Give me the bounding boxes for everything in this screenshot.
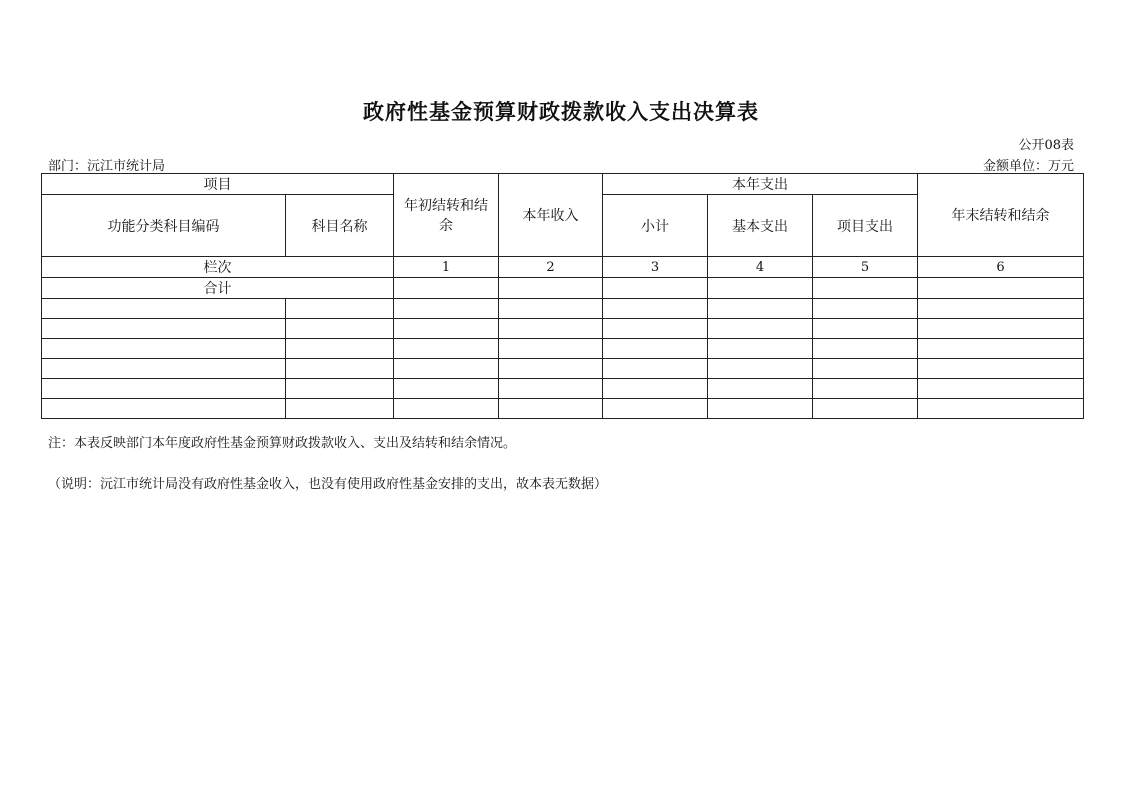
table-cell xyxy=(394,359,499,379)
row-index-label: 栏次 xyxy=(42,257,394,278)
explanation-text: （说明：沅江市统计局没有政府性基金收入，也没有使用政府性基金安排的支出，故本表无数据） xyxy=(48,477,608,492)
table-cell xyxy=(708,359,813,379)
table-cell xyxy=(813,319,918,339)
table-cell xyxy=(394,399,499,419)
header-subject-name: 科目名称 xyxy=(286,195,394,257)
table-cell xyxy=(708,319,813,339)
table-cell xyxy=(499,379,603,399)
table-cell xyxy=(918,339,1084,359)
table-row xyxy=(42,339,1084,359)
header-income: 本年收入 xyxy=(499,174,603,257)
table-cell xyxy=(918,319,1084,339)
table-cell xyxy=(603,319,708,339)
table-cell xyxy=(603,278,708,299)
table-cell xyxy=(708,379,813,399)
table-cell xyxy=(813,379,918,399)
table-cell xyxy=(499,399,603,419)
col-number: 5 xyxy=(813,257,918,278)
col-number: 4 xyxy=(708,257,813,278)
form-number: 公开08表 xyxy=(1018,138,1074,153)
total-label: 合计 xyxy=(42,278,394,299)
table-cell xyxy=(394,319,499,339)
department-label: 部门：沅江市统计局 xyxy=(48,159,166,174)
table-note: 注：本表反映部门本年度政府性基金预算财政拨款收入、支出及结转和结余情况。 xyxy=(48,436,517,451)
table-cell xyxy=(499,278,603,299)
col-number: 2 xyxy=(499,257,603,278)
header-begin-balance: 年初结转和结余 xyxy=(394,174,499,257)
table-cell xyxy=(708,278,813,299)
header-end-balance: 年末结转和结余 xyxy=(918,174,1084,257)
page-title: 政府性基金预算财政拨款收入支出决算表 xyxy=(363,99,759,124)
table-row xyxy=(42,319,1084,339)
table-cell xyxy=(813,278,918,299)
table-cell xyxy=(286,299,394,319)
table-cell xyxy=(286,319,394,339)
table-cell xyxy=(918,278,1084,299)
col-number: 3 xyxy=(603,257,708,278)
table-row xyxy=(42,379,1084,399)
budget-table xyxy=(41,173,1084,419)
table-cell xyxy=(42,359,286,379)
header-expense-group: 本年支出 xyxy=(603,174,918,195)
table-cell xyxy=(708,299,813,319)
table-cell xyxy=(394,278,499,299)
table-cell xyxy=(499,319,603,339)
table-row xyxy=(42,399,1084,419)
table-cell xyxy=(394,379,499,399)
table-cell xyxy=(708,339,813,359)
table-cell xyxy=(42,299,286,319)
table-cell xyxy=(918,399,1084,419)
table-cell xyxy=(394,339,499,359)
table-cell xyxy=(708,399,813,419)
table-cell xyxy=(813,399,918,419)
table-cell xyxy=(286,379,394,399)
header-basic-expense: 基本支出 xyxy=(708,195,813,257)
col-number: 1 xyxy=(394,257,499,278)
table-cell xyxy=(499,299,603,319)
header-func-code: 功能分类科目编码 xyxy=(42,195,286,257)
amount-unit-label: 金额单位：万元 xyxy=(982,159,1074,174)
table-cell xyxy=(918,379,1084,399)
table-cell xyxy=(42,319,286,339)
col-number: 6 xyxy=(918,257,1084,278)
table-cell xyxy=(603,379,708,399)
table-cell xyxy=(918,299,1084,319)
header-subtotal: 小计 xyxy=(603,195,708,257)
table-row xyxy=(42,359,1084,379)
table-cell xyxy=(813,299,918,319)
header-item: 项目 xyxy=(42,174,394,195)
table-cell xyxy=(42,339,286,359)
table-cell xyxy=(42,399,286,419)
table-cell xyxy=(603,399,708,419)
header-project-expense: 项目支出 xyxy=(813,195,918,257)
table-cell xyxy=(286,359,394,379)
table-cell xyxy=(813,339,918,359)
table-cell xyxy=(603,359,708,379)
table-cell xyxy=(286,399,394,419)
table-cell xyxy=(603,339,708,359)
table-cell xyxy=(42,379,286,399)
table-cell xyxy=(499,359,603,379)
table-cell xyxy=(394,299,499,319)
table-cell xyxy=(918,359,1084,379)
table-cell xyxy=(603,299,708,319)
table-cell xyxy=(286,339,394,359)
table-row xyxy=(42,299,1084,319)
table-cell xyxy=(813,359,918,379)
table-cell xyxy=(499,339,603,359)
